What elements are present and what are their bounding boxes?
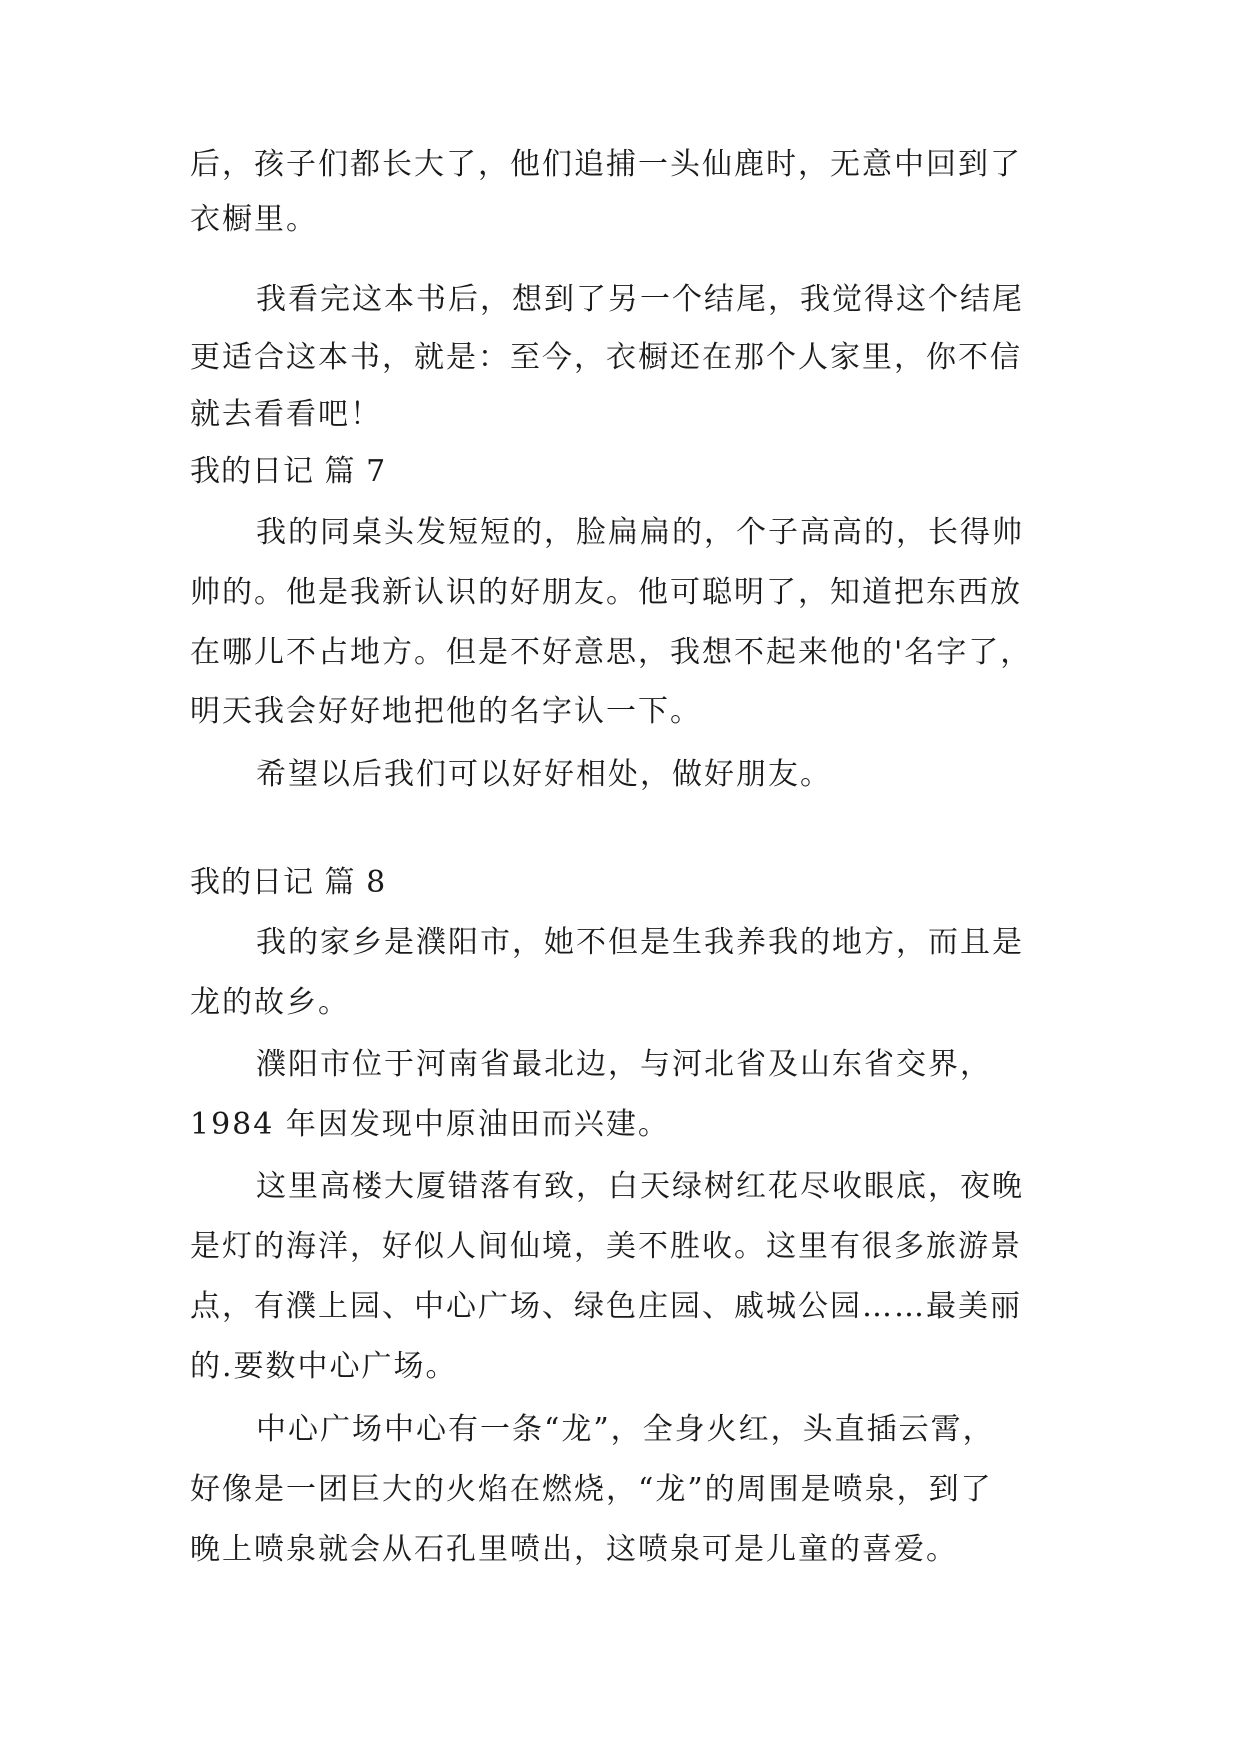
paragraph-start: 希望以后我们可以好好相处，做好朋友。 <box>256 757 832 792</box>
text-line: 帅的。他是我新认识的好朋友。他可聪明了，知道把东西放 <box>190 575 1022 610</box>
paragraph-start: 我看完这本书后，想到了另一个结尾，我觉得这个结尾 <box>256 282 1024 317</box>
text-line: 后，孩子们都长大了，他们追捕一头仙鹿时，无意中回到了 <box>190 147 1022 182</box>
text-line: 龙的故乡。 <box>190 985 350 1020</box>
paragraph-start: 我的家乡是濮阳市，她不但是生我养我的地方，而且是 <box>256 925 1024 960</box>
text-line: 的.要数中心广场。 <box>190 1349 458 1384</box>
text-line: 在哪儿不占地方。但是不好意思，我想不起来他的'名字了， <box>190 635 1033 670</box>
text-line: 就去看看吧！ <box>190 397 382 432</box>
text-line: 更适合这本书，就是：至今，衣橱还在那个人家里，你不信 <box>190 340 1022 375</box>
text-line: 1984 年因发现中原油田而兴建。 <box>190 1107 670 1142</box>
section-heading-8: 我的日记 篇 8 <box>190 865 387 900</box>
paragraph-start: 濮阳市位于河南省最北边，与河北省及山东省交界， <box>256 1047 992 1082</box>
text-line: 好像是一团巨大的火焰在燃烧，“龙”的周围是喷泉，到了 <box>190 1472 993 1507</box>
paragraph-start: 中心广场中心有一条“龙”，全身火红，头直插云霄， <box>256 1412 995 1447</box>
text-line: 衣橱里。 <box>190 202 318 237</box>
paragraph-start: 这里高楼大厦错落有致，白天绿树红花尽收眼底，夜晚 <box>256 1169 1024 1204</box>
text-line: 是灯的海洋，好似人间仙境，美不胜收。这里有很多旅游景 <box>190 1229 1022 1264</box>
text-line: 点，有濮上园、中心广场、绿色庄园、戚城公园……最美丽 <box>190 1289 1022 1324</box>
paragraph-start: 我的同桌头发短短的，脸扁扁的，个子高高的，长得帅 <box>256 515 1024 550</box>
text-line: 明天我会好好地把他的名字认一下。 <box>190 694 702 729</box>
section-heading-7: 我的日记 篇 7 <box>190 454 387 489</box>
text-line: 晚上喷泉就会从石孔里喷出，这喷泉可是儿童的喜爱。 <box>190 1532 958 1567</box>
